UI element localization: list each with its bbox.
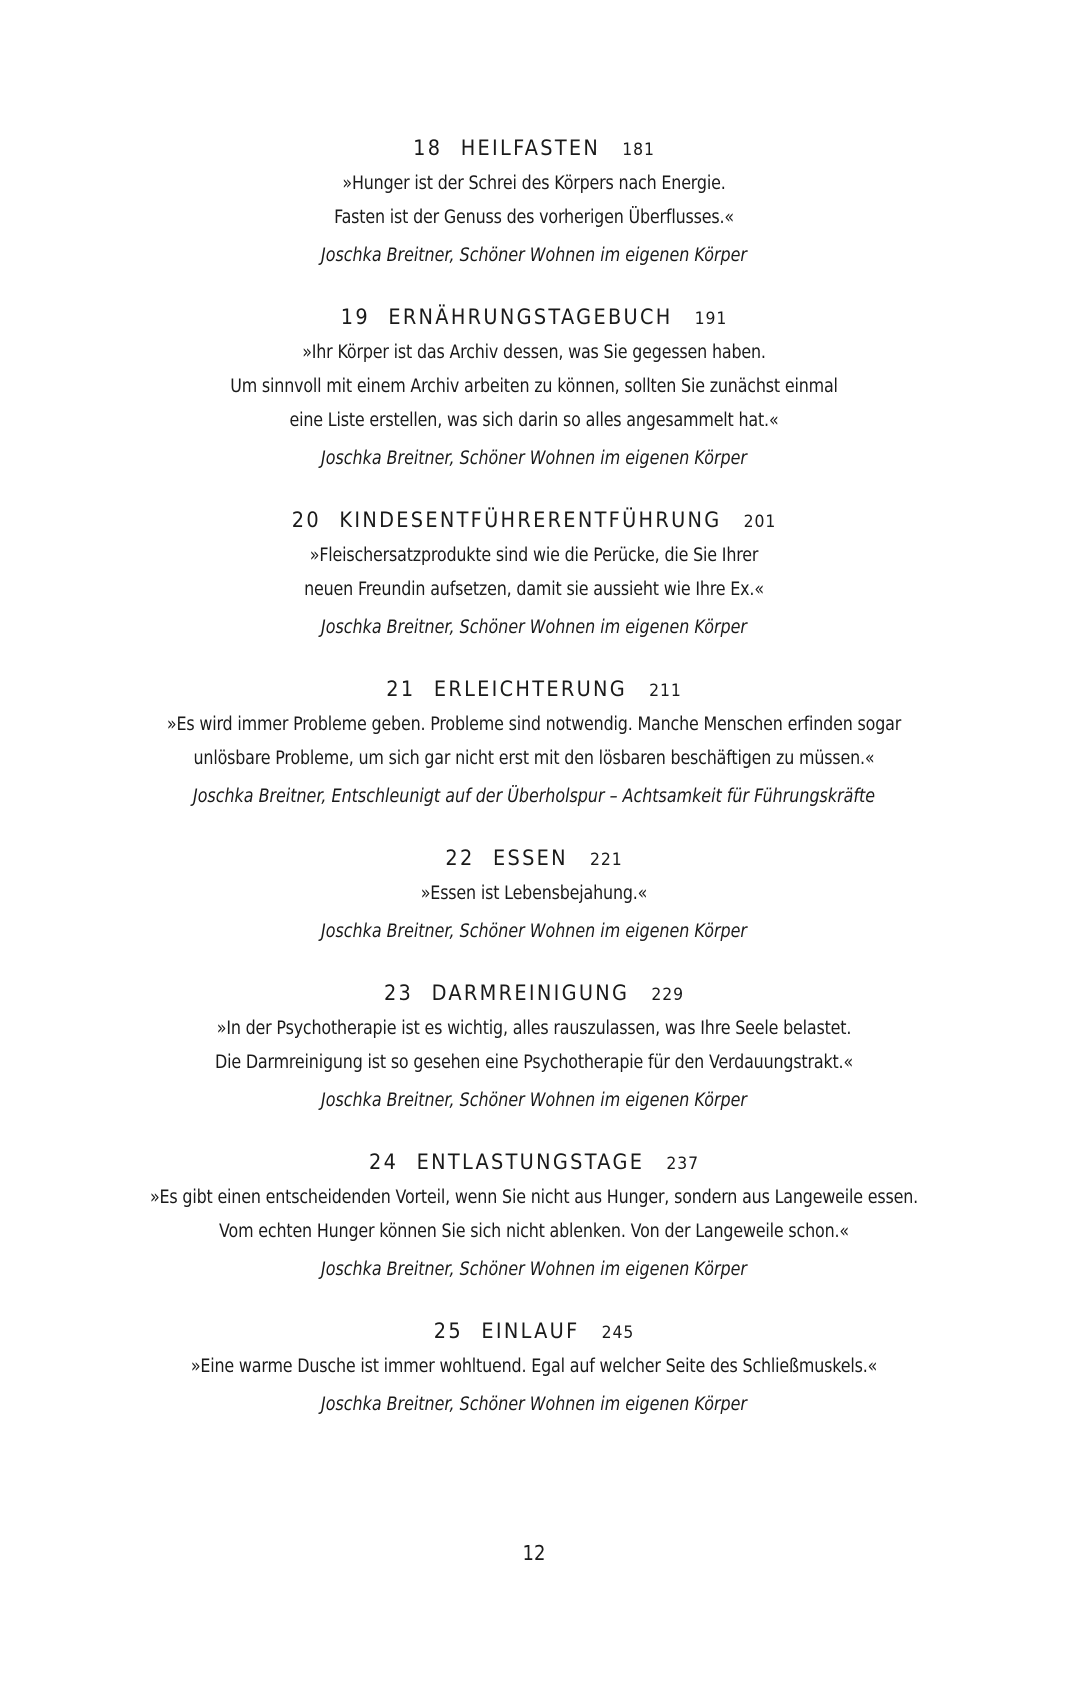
- chapter-number: 21: [386, 677, 416, 701]
- toc-entry-25: [0, 1315, 1068, 1422]
- chapter-epigraph: [0, 167, 1068, 235]
- chapter-epigraph: [0, 708, 1068, 776]
- epigraph-line: »Eine warme Dusche ist immer wohltuend. Egal auf welcher Seite des Schließmuskels.«: [190, 1356, 878, 1377]
- toc-entry-20: [0, 504, 1068, 645]
- epigraph-line: unlösbare Probleme, um sich gar nicht erst mit den lösbaren beschäftigen zu müssen.«: [193, 748, 875, 769]
- epigraph-line: eine Liste erstellen, was sich darin so alles angesammelt hat.«: [289, 410, 779, 431]
- epigraph-line: »Fleischersatzprodukte sind wie die Perücke, die Sie Ihrer: [309, 545, 759, 566]
- chapter-heading[interactable]: [43, 977, 1026, 1009]
- chapter-heading[interactable]: [43, 1146, 1026, 1178]
- chapter-page: 221: [589, 850, 623, 870]
- chapter-page: 181: [622, 140, 655, 160]
- chapter-heading[interactable]: [43, 673, 1026, 705]
- epigraph-line: Die Darmreinigung ist so gesehen eine Psychotherapie für den Verdauungstrakt.«: [214, 1052, 854, 1073]
- epigraph-line: »In der Psychotherapie ist es wichtig, alles rauszulassen, was Ihre Seele belastet.: [216, 1018, 852, 1039]
- epigraph-line: neuen Freundin aufsetzen, damit sie aussieht wie Ihre Ex.«: [304, 579, 764, 600]
- chapter-page: 245: [601, 1323, 635, 1343]
- epigraph-line: Um sinnvoll mit einem Archiv arbeiten zu können, sollten Sie zunächst einmal: [230, 376, 838, 397]
- page-number: 12: [522, 1541, 546, 1565]
- chapter-page: 211: [649, 681, 682, 701]
- chapter-heading[interactable]: [43, 132, 1026, 164]
- toc-entry-18: [0, 132, 1068, 273]
- chapter-title: HEILFASTEN: [460, 136, 601, 160]
- chapter-title: EINLAUF: [481, 1319, 580, 1343]
- chapter-title: KINDESENTFÜHRERENTFÜHRUNG: [339, 508, 722, 532]
- table-of-contents: [0, 132, 1068, 1450]
- epigraph-line: »Es wird immer Probleme geben. Probleme sind notwendig. Manche Menschen erfinden sogar: [166, 714, 902, 735]
- chapter-number: 20: [291, 508, 321, 532]
- epigraph-line: »Hunger ist der Schrei des Körpers nach Energie.: [342, 173, 726, 194]
- chapter-epigraph: [0, 539, 1068, 607]
- chapter-epigraph: [0, 877, 1068, 911]
- epigraph-source: Joschka Breitner, Schöner Wohnen im eigenen Körper: [321, 245, 747, 266]
- chapter-title: ERLEICHTERUNG: [433, 677, 628, 701]
- chapter-epigraph: [0, 1181, 1068, 1249]
- epigraph-source: Joschka Breitner, Schöner Wohnen im eigenen Körper: [321, 1259, 747, 1280]
- chapter-title: DARMREINIGUNG: [431, 981, 630, 1005]
- epigraph-source: Joschka Breitner, Schöner Wohnen im eigenen Körper: [321, 1394, 747, 1415]
- epigraph-source: Joschka Breitner, Schöner Wohnen im eigenen Körper: [321, 1090, 747, 1111]
- epigraph-line: »Es gibt einen entscheidenden Vorteil, wenn Sie nicht aus Hunger, sondern aus Langeweile essen.: [149, 1187, 919, 1208]
- chapter-title: ERNÄHRUNGSTAGEBUCH: [388, 305, 673, 329]
- chapter-epigraph: [0, 1350, 1068, 1384]
- chapter-epigraph: [0, 1012, 1068, 1080]
- epigraph-source: Joschka Breitner, Schöner Wohnen im eigenen Körper: [321, 617, 747, 638]
- chapter-heading[interactable]: [43, 1315, 1026, 1347]
- epigraph-line: Vom echten Hunger können Sie sich nicht ablenken. Von der Langeweile schon.«: [219, 1221, 849, 1242]
- chapter-heading[interactable]: [43, 842, 1026, 874]
- chapter-number: 25: [433, 1319, 463, 1343]
- toc-entry-21: [0, 673, 1068, 814]
- chapter-heading[interactable]: [43, 301, 1026, 333]
- toc-entry-23: [0, 977, 1068, 1118]
- chapter-page: 201: [743, 512, 777, 532]
- epigraph-line: »Essen ist Lebensbejahung.«: [420, 883, 648, 904]
- toc-entry-22: [0, 842, 1068, 949]
- chapter-page: 191: [694, 309, 728, 329]
- chapter-number: 19: [340, 305, 370, 329]
- epigraph-line: »Ihr Körper ist das Archiv dessen, was Sie gegessen haben.: [302, 342, 766, 363]
- chapter-title: ENTLASTUNGSTAGE: [416, 1150, 645, 1174]
- epigraph-source: Joschka Breitner, Schöner Wohnen im eigenen Körper: [321, 448, 747, 469]
- toc-entry-19: [0, 301, 1068, 476]
- epigraph-line: Fasten ist der Genuss des vorherigen Überflusses.«: [334, 207, 734, 228]
- epigraph-source: Joschka Breitner, Schöner Wohnen im eigenen Körper: [321, 921, 747, 942]
- chapter-number: 24: [369, 1150, 399, 1174]
- chapter-title: ESSEN: [493, 846, 568, 870]
- chapter-number: 18: [413, 136, 443, 160]
- chapter-number: 23: [383, 981, 414, 1005]
- chapter-heading[interactable]: [43, 504, 1026, 536]
- chapter-page: 237: [666, 1154, 699, 1174]
- epigraph-source: Joschka Breitner, Entschleunigt auf der Überholspur – Achtsamkeit für Führungskräfte: [192, 786, 875, 807]
- chapter-number: 22: [445, 846, 475, 870]
- chapter-epigraph: [0, 336, 1068, 438]
- toc-entry-24: [0, 1146, 1068, 1287]
- chapter-page: 229: [651, 985, 685, 1005]
